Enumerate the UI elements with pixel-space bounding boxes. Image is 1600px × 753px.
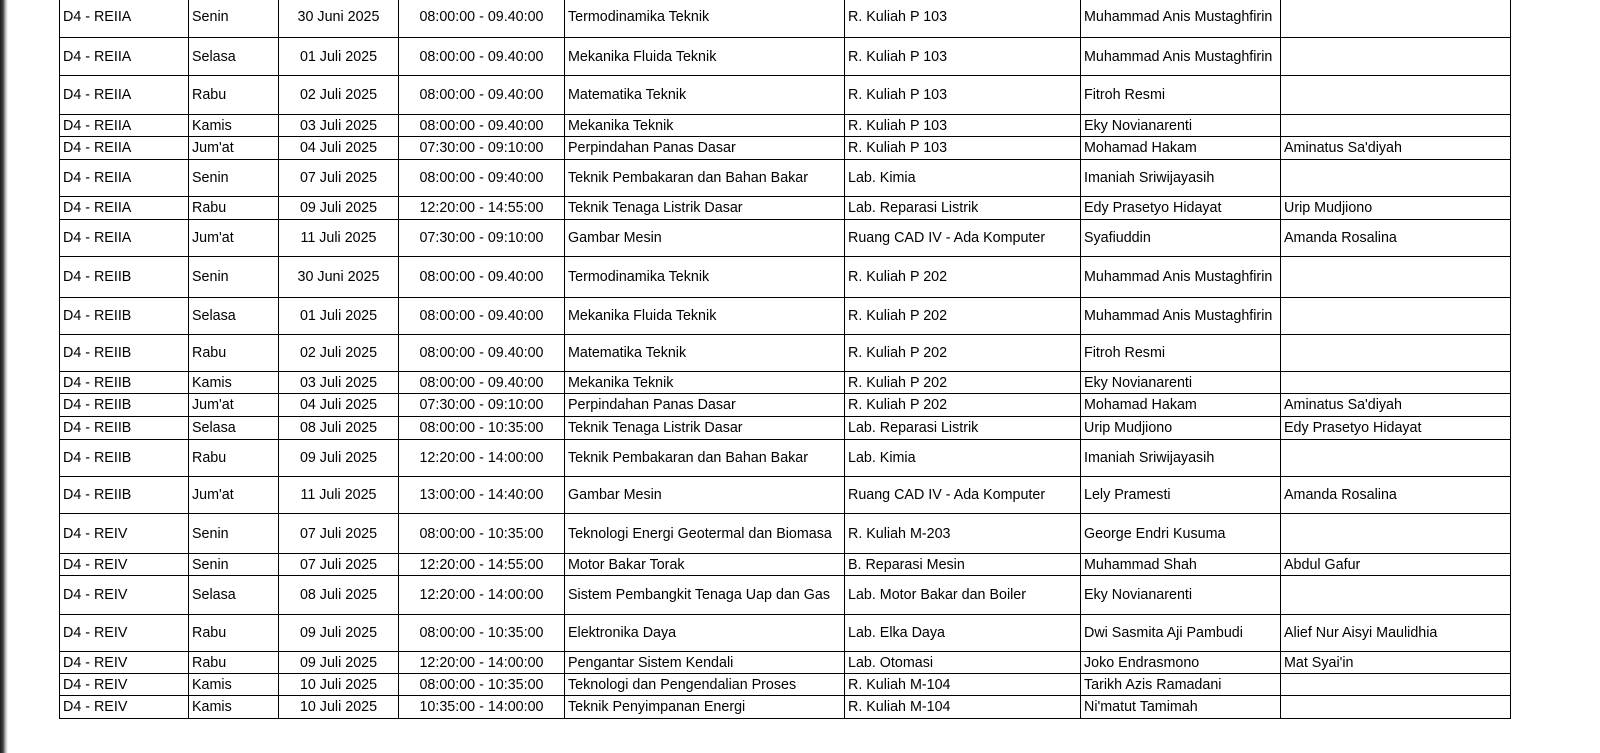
- cell-course: Teknik Pembakaran dan Bahan Bakar: [565, 160, 845, 197]
- table-row: [60, 115, 1511, 137]
- cell-class: D4 - REIIB: [60, 440, 189, 477]
- table-row: [60, 335, 1511, 372]
- cell-lecturer-1: Muhammad Anis Mustaghfirin: [1081, 257, 1281, 298]
- table-row: [60, 298, 1511, 335]
- cell-class: D4 - REIV: [60, 554, 189, 576]
- cell-date: 09 Juli 2025: [279, 652, 399, 674]
- cell-room: R. Kuliah P 103: [845, 137, 1081, 160]
- cell-date: 02 Juli 2025: [279, 76, 399, 115]
- cell-lecturer-2: Amanda Rosalina: [1281, 477, 1511, 514]
- table-row: [60, 160, 1511, 197]
- cell-course: Teknologi Energi Geotermal dan Biomasa: [565, 514, 845, 554]
- table-row: [60, 576, 1511, 615]
- cell-class: D4 - REIIA: [60, 76, 189, 115]
- cell-date: 08 Juli 2025: [279, 576, 399, 615]
- cell-class: D4 - REIIB: [60, 372, 189, 394]
- cell-class: D4 - REIIB: [60, 417, 189, 440]
- cell-day: Rabu: [189, 197, 279, 220]
- cell-lecturer-2: Alief Nur Aisyi Maulidhia: [1281, 615, 1511, 652]
- cell-time: 08:00:00 - 09.40:00: [399, 76, 565, 115]
- cell-course: Teknik Pembakaran dan Bahan Bakar: [565, 440, 845, 477]
- table-row: [60, 417, 1511, 440]
- cell-time: 12:20:00 - 14:00:00: [399, 652, 565, 674]
- cell-date: 09 Juli 2025: [279, 615, 399, 652]
- cell-course: Teknik Penyimpanan Energi: [565, 696, 845, 719]
- cell-room: Lab. Kimia: [845, 440, 1081, 477]
- cell-room: R. Kuliah P 103: [845, 0, 1081, 38]
- cell-course: Mekanika Fluida Teknik: [565, 298, 845, 335]
- cell-lecturer-2: Mat Syai'in: [1281, 652, 1511, 674]
- cell-course: Perpindahan Panas Dasar: [565, 394, 845, 417]
- cell-lecturer-2: [1281, 372, 1511, 394]
- table-row: [60, 257, 1511, 298]
- cell-date: 11 Juli 2025: [279, 220, 399, 257]
- cell-lecturer-1: Muhammad Anis Mustaghfirin: [1081, 298, 1281, 335]
- cell-course: Pengantar Sistem Kendali: [565, 652, 845, 674]
- cell-lecturer-2: [1281, 674, 1511, 696]
- cell-course: Termodinamika Teknik: [565, 257, 845, 298]
- cell-course: Elektronika Daya: [565, 615, 845, 652]
- cell-time: 08:00:00 - 09.40:00: [399, 335, 565, 372]
- cell-time: 08:00:00 - 09.40:00: [399, 372, 565, 394]
- cell-course: Teknik Tenaga Listrik Dasar: [565, 197, 845, 220]
- cell-time: 12:20:00 - 14:55:00: [399, 554, 565, 576]
- cell-lecturer-2: Urip Mudjiono: [1281, 197, 1511, 220]
- cell-lecturer-1: Eky Novianarenti: [1081, 576, 1281, 615]
- cell-time: 12:20:00 - 14:00:00: [399, 576, 565, 615]
- cell-day: Kamis: [189, 372, 279, 394]
- cell-day: Jum'at: [189, 137, 279, 160]
- cell-time: 12:20:00 - 14:55:00: [399, 197, 565, 220]
- page-edge-shadow: [0, 0, 8, 753]
- cell-lecturer-1: Urip Mudjiono: [1081, 417, 1281, 440]
- cell-course: Teknologi dan Pengendalian Proses: [565, 674, 845, 696]
- table-row: [60, 394, 1511, 417]
- table-row: [60, 0, 1511, 38]
- cell-date: 02 Juli 2025: [279, 335, 399, 372]
- cell-course: Mekanika Teknik: [565, 372, 845, 394]
- cell-class: D4 - REIIB: [60, 394, 189, 417]
- cell-course: Motor Bakar Torak: [565, 554, 845, 576]
- cell-day: Selasa: [189, 576, 279, 615]
- cell-class: D4 - REIV: [60, 514, 189, 554]
- cell-date: 08 Juli 2025: [279, 417, 399, 440]
- cell-lecturer-2: [1281, 298, 1511, 335]
- cell-time: 08:00:00 - 10:35:00: [399, 417, 565, 440]
- table-row: [60, 372, 1511, 394]
- cell-time: 08:00:00 - 10:35:00: [399, 674, 565, 696]
- table-row: [60, 197, 1511, 220]
- cell-time: 07:30:00 - 09:10:00: [399, 137, 565, 160]
- cell-lecturer-2: [1281, 257, 1511, 298]
- cell-lecturer-2: Aminatus Sa'diyah: [1281, 394, 1511, 417]
- cell-room: R. Kuliah P 103: [845, 115, 1081, 137]
- cell-course: Matematika Teknik: [565, 335, 845, 372]
- table-row: [60, 554, 1511, 576]
- cell-day: Senin: [189, 0, 279, 38]
- cell-day: Selasa: [189, 298, 279, 335]
- cell-class: D4 - REIIA: [60, 137, 189, 160]
- cell-lecturer-2: [1281, 38, 1511, 76]
- cell-date: 30 Juni 2025: [279, 0, 399, 38]
- cell-lecturer-2: [1281, 696, 1511, 719]
- cell-room: R. Kuliah P 202: [845, 298, 1081, 335]
- cell-lecturer-2: [1281, 76, 1511, 115]
- cell-day: Jum'at: [189, 477, 279, 514]
- cell-date: 04 Juli 2025: [279, 137, 399, 160]
- cell-lecturer-1: George Endri Kusuma: [1081, 514, 1281, 554]
- cell-day: Rabu: [189, 652, 279, 674]
- table-row: [60, 38, 1511, 76]
- cell-room: Lab. Motor Bakar dan Boiler: [845, 576, 1081, 615]
- cell-class: D4 - REIV: [60, 615, 189, 652]
- cell-room: R. Kuliah M-203: [845, 514, 1081, 554]
- cell-room: B. Reparasi Mesin: [845, 554, 1081, 576]
- cell-lecturer-1: Fitroh Resmi: [1081, 76, 1281, 115]
- cell-day: Senin: [189, 554, 279, 576]
- table-row: [60, 615, 1511, 652]
- cell-lecturer-1: Muhammad Anis Mustaghfirin: [1081, 0, 1281, 38]
- cell-date: 09 Juli 2025: [279, 440, 399, 477]
- cell-lecturer-1: Eky Novianarenti: [1081, 372, 1281, 394]
- cell-room: Lab. Elka Daya: [845, 615, 1081, 652]
- cell-room: R. Kuliah P 202: [845, 257, 1081, 298]
- cell-room: Lab. Otomasi: [845, 652, 1081, 674]
- cell-day: Kamis: [189, 696, 279, 719]
- cell-room: Ruang CAD IV - Ada Komputer: [845, 477, 1081, 514]
- cell-time: 13:00:00 - 14:40:00: [399, 477, 565, 514]
- cell-room: R. Kuliah M-104: [845, 674, 1081, 696]
- table-row: [60, 652, 1511, 674]
- cell-room: R. Kuliah P 103: [845, 38, 1081, 76]
- cell-day: Jum'at: [189, 394, 279, 417]
- cell-class: D4 - REIIA: [60, 220, 189, 257]
- cell-lecturer-2: Aminatus Sa'diyah: [1281, 137, 1511, 160]
- cell-time: 10:35:00 - 14:00:00: [399, 696, 565, 719]
- cell-class: D4 - REIV: [60, 652, 189, 674]
- cell-lecturer-1: Mohamad Hakam: [1081, 394, 1281, 417]
- cell-date: 07 Juli 2025: [279, 160, 399, 197]
- cell-day: Rabu: [189, 76, 279, 115]
- cell-class: D4 - REIIB: [60, 335, 189, 372]
- cell-date: 11 Juli 2025: [279, 477, 399, 514]
- cell-lecturer-2: [1281, 514, 1511, 554]
- cell-course: Teknik Tenaga Listrik Dasar: [565, 417, 845, 440]
- cell-lecturer-1: Mohamad Hakam: [1081, 137, 1281, 160]
- cell-lecturer-1: Tarikh Azis Ramadani: [1081, 674, 1281, 696]
- cell-date: 07 Juli 2025: [279, 554, 399, 576]
- cell-lecturer-2: Abdul Gafur: [1281, 554, 1511, 576]
- cell-course: Perpindahan Panas Dasar: [565, 137, 845, 160]
- cell-time: 08:00:00 - 09.40:00: [399, 115, 565, 137]
- cell-time: 08:00:00 - 10:35:00: [399, 615, 565, 652]
- cell-course: Termodinamika Teknik: [565, 0, 845, 38]
- cell-lecturer-1: Dwi Sasmita Aji Pambudi: [1081, 615, 1281, 652]
- table-row: [60, 674, 1511, 696]
- cell-date: 10 Juli 2025: [279, 696, 399, 719]
- cell-class: D4 - REIIA: [60, 197, 189, 220]
- cell-class: D4 - REIV: [60, 674, 189, 696]
- cell-day: Kamis: [189, 674, 279, 696]
- cell-class: D4 - REIIA: [60, 115, 189, 137]
- cell-course: Matematika Teknik: [565, 76, 845, 115]
- cell-time: 07:30:00 - 09:10:00: [399, 220, 565, 257]
- cell-room: Lab. Reparasi Listrik: [845, 417, 1081, 440]
- cell-time: 08:00:00 - 09.40:00: [399, 298, 565, 335]
- cell-course: Gambar Mesin: [565, 477, 845, 514]
- cell-lecturer-1: Fitroh Resmi: [1081, 335, 1281, 372]
- cell-class: D4 - REIV: [60, 696, 189, 719]
- cell-course: Sistem Pembangkit Tenaga Uap dan Gas: [565, 576, 845, 615]
- cell-room: R. Kuliah P 202: [845, 335, 1081, 372]
- cell-lecturer-2: [1281, 160, 1511, 197]
- cell-course: Mekanika Teknik: [565, 115, 845, 137]
- cell-day: Rabu: [189, 615, 279, 652]
- cell-course: Mekanika Fluida Teknik: [565, 38, 845, 76]
- cell-time: 12:20:00 - 14:00:00: [399, 440, 565, 477]
- cell-day: Senin: [189, 257, 279, 298]
- table-row: [60, 514, 1511, 554]
- cell-lecturer-1: Imaniah Sriwijayasih: [1081, 160, 1281, 197]
- cell-time: 08:00:00 - 09.40:00: [399, 38, 565, 76]
- cell-room: Lab. Kimia: [845, 160, 1081, 197]
- cell-lecturer-2: [1281, 0, 1511, 38]
- table-row: [60, 220, 1511, 257]
- table-row: [60, 76, 1511, 115]
- cell-lecturer-1: Muhammad Shah: [1081, 554, 1281, 576]
- cell-lecturer-1: Imaniah Sriwijayasih: [1081, 440, 1281, 477]
- cell-day: Kamis: [189, 115, 279, 137]
- schedule-table: [59, 0, 1511, 719]
- cell-time: 08:00:00 - 10:35:00: [399, 514, 565, 554]
- cell-room: Ruang CAD IV - Ada Komputer: [845, 220, 1081, 257]
- cell-date: 03 Juli 2025: [279, 115, 399, 137]
- cell-lecturer-1: Joko Endrasmono: [1081, 652, 1281, 674]
- table-row: [60, 696, 1511, 719]
- cell-room: R. Kuliah P 202: [845, 372, 1081, 394]
- cell-lecturer-1: Syafiuddin: [1081, 220, 1281, 257]
- cell-course: Gambar Mesin: [565, 220, 845, 257]
- cell-class: D4 - REIIB: [60, 257, 189, 298]
- cell-date: 10 Juli 2025: [279, 674, 399, 696]
- cell-time: 08:00:00 - 09:40:00: [399, 160, 565, 197]
- cell-lecturer-2: Edy Prasetyo Hidayat: [1281, 417, 1511, 440]
- cell-lecturer-2: [1281, 115, 1511, 137]
- cell-lecturer-1: Lely Pramesti: [1081, 477, 1281, 514]
- cell-time: 07:30:00 - 09:10:00: [399, 394, 565, 417]
- cell-room: R. Kuliah P 103: [845, 76, 1081, 115]
- cell-class: D4 - REIV: [60, 576, 189, 615]
- cell-lecturer-2: [1281, 440, 1511, 477]
- cell-day: Rabu: [189, 440, 279, 477]
- cell-date: 04 Juli 2025: [279, 394, 399, 417]
- cell-date: 30 Juni 2025: [279, 257, 399, 298]
- cell-day: Selasa: [189, 417, 279, 440]
- schedule-body: [60, 0, 1511, 719]
- cell-room: R. Kuliah P 202: [845, 394, 1081, 417]
- cell-class: D4 - REIIA: [60, 0, 189, 38]
- cell-lecturer-1: Muhammad Anis Mustaghfirin: [1081, 38, 1281, 76]
- cell-day: Jum'at: [189, 220, 279, 257]
- cell-lecturer-2: [1281, 335, 1511, 372]
- table-row: [60, 137, 1511, 160]
- cell-day: Selasa: [189, 38, 279, 76]
- cell-day: Senin: [189, 514, 279, 554]
- cell-lecturer-1: Edy Prasetyo Hidayat: [1081, 197, 1281, 220]
- cell-lecturer-1: Eky Novianarenti: [1081, 115, 1281, 137]
- cell-date: 09 Juli 2025: [279, 197, 399, 220]
- cell-date: 07 Juli 2025: [279, 514, 399, 554]
- cell-class: D4 - REIIB: [60, 477, 189, 514]
- cell-room: R. Kuliah M-104: [845, 696, 1081, 719]
- cell-date: 01 Juli 2025: [279, 38, 399, 76]
- table-row: [60, 477, 1511, 514]
- cell-lecturer-2: [1281, 576, 1511, 615]
- cell-lecturer-2: Amanda Rosalina: [1281, 220, 1511, 257]
- cell-date: 03 Juli 2025: [279, 372, 399, 394]
- cell-class: D4 - REIIA: [60, 38, 189, 76]
- table-row: [60, 440, 1511, 477]
- cell-class: D4 - REIIB: [60, 298, 189, 335]
- cell-date: 01 Juli 2025: [279, 298, 399, 335]
- cell-time: 08:00:00 - 09.40:00: [399, 257, 565, 298]
- cell-class: D4 - REIIA: [60, 160, 189, 197]
- cell-lecturer-1: Ni'matut Tamimah: [1081, 696, 1281, 719]
- cell-room: Lab. Reparasi Listrik: [845, 197, 1081, 220]
- cell-time: 08:00:00 - 09.40:00: [399, 0, 565, 38]
- cell-day: Senin: [189, 160, 279, 197]
- cell-day: Rabu: [189, 335, 279, 372]
